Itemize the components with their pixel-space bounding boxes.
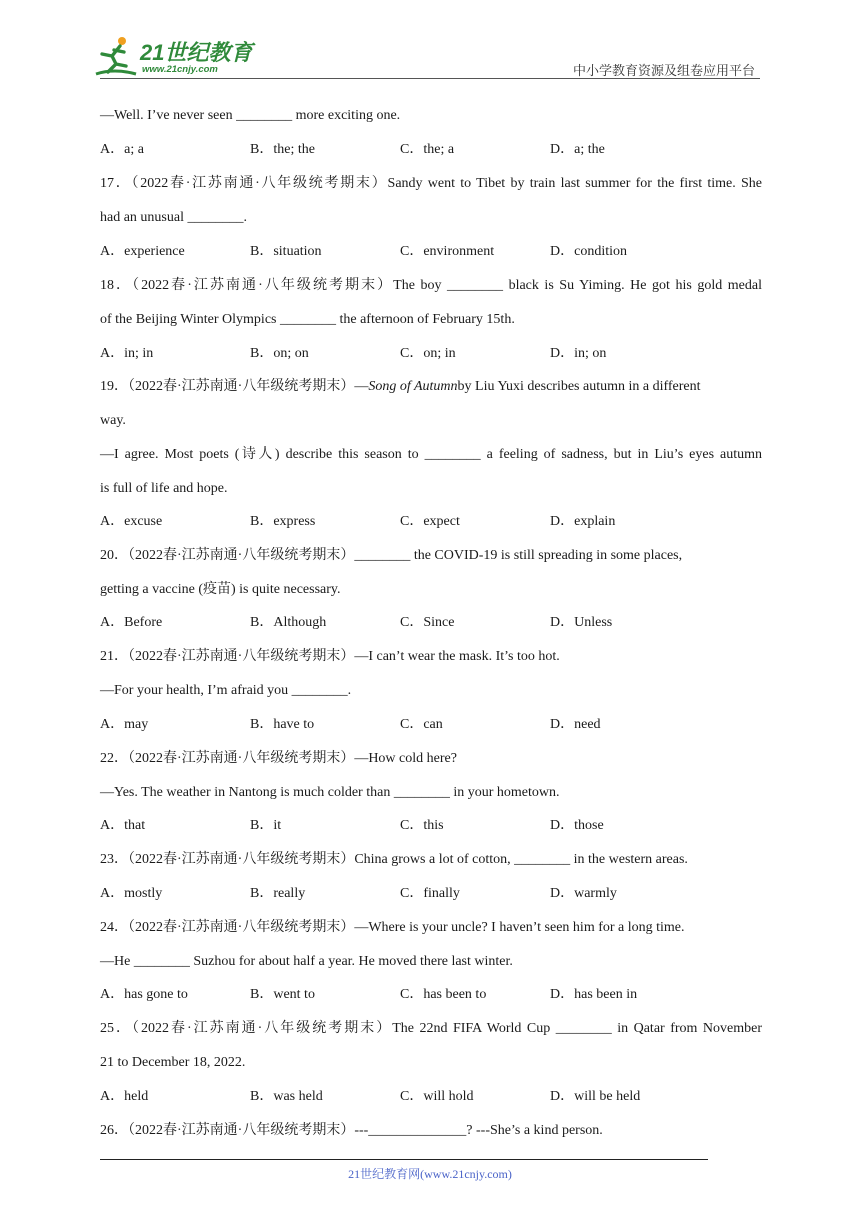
option-a: A．has gone to <box>100 987 188 1002</box>
option-c: C．on; in <box>400 346 456 361</box>
header-divider <box>100 78 760 79</box>
option-a: A．may <box>100 717 149 732</box>
option-d: D．need <box>550 717 601 732</box>
question-21-line: —For your health, I’m afraid you ________. <box>100 683 352 698</box>
option-b: B．on; on <box>250 346 309 361</box>
option-d: D．will be held <box>550 1089 641 1104</box>
question-19-line <box>100 377 762 397</box>
option-c: C．environment <box>400 244 495 259</box>
option-d: D．has been in <box>550 987 638 1002</box>
question-26-line: 26．（2022春·江苏南通·八年级统考期末）---______________? ---She’s a kind person. <box>100 1123 603 1138</box>
footer-divider <box>100 1159 708 1160</box>
option-c: C．has been to <box>400 987 487 1002</box>
question-18-line: 18．（2022春·江苏南通·八年级统考期末）The boy ________ black is Su Yiming. He got his gold medal <box>100 278 762 293</box>
question-17-line: 17．（2022春·江苏南通·八年级统考期末）Sandy went to Tibet by train last summer for the first time. She <box>100 176 762 191</box>
option-a: A．in; in <box>100 346 154 361</box>
option-c: C．finally <box>400 886 460 901</box>
logo-text: 21世纪教育 <box>140 40 253 65</box>
question-25-line: 25．（2022春·江苏南通·八年级统考期末）The 22nd FIFA World Cup ________ in Qatar from November <box>100 1021 762 1036</box>
question-22-line: —Yes. The weather in Nantong is much colder than ________ in your hometown. <box>100 785 560 800</box>
option-b: B．really <box>250 886 306 901</box>
option-d: D．condition <box>550 244 627 259</box>
page-header <box>0 0 860 90</box>
question-21-line: 21．（2022春·江苏南通·八年级统考期末）—I can’t wear the mask. It’s too hot. <box>100 649 560 664</box>
option-a: A．mostly <box>100 886 163 901</box>
option-c: C．can <box>400 717 443 732</box>
question-18-line: of the Beijing Winter Olympics ________ the afternoon of February 15th. <box>100 312 515 327</box>
option-c: C．will hold <box>400 1089 474 1104</box>
option-b: B．have to <box>250 717 315 732</box>
option-a: A．Before <box>100 615 163 630</box>
option-a: A．that <box>100 818 146 833</box>
option-b: B．situation <box>250 244 322 259</box>
logo-url: www.21cnjy.com <box>142 64 218 75</box>
logo <box>92 34 262 80</box>
option-b: B．was held <box>250 1089 323 1104</box>
option-a: A．held <box>100 1089 149 1104</box>
question-24-line: —He ________ Suzhou for about half a year. He moved there last winter. <box>100 954 513 969</box>
question-19-line: way. <box>100 413 126 428</box>
option-d: D．Unless <box>550 615 613 630</box>
question-19-suffix: by Liu Yuxi describes autumn in a different <box>457 379 701 394</box>
option-d: D．explain <box>550 514 616 529</box>
question-24-line: 24．（2022春·江苏南通·八年级统考期末）—Where is your uncle? I haven’t seen him for a long time. <box>100 920 685 935</box>
runner-logo-icon <box>92 34 142 80</box>
option-d: D．in; on <box>550 346 607 361</box>
option-b: B．went to <box>250 987 315 1002</box>
option-b: B．Although <box>250 615 327 630</box>
page-footer: 21世纪教育网(www.21cnjy.com) <box>348 1167 512 1181</box>
question-19-line: is full of life and hope. <box>100 481 228 496</box>
question-19-prefix: 19．（2022春·江苏南通·八年级统考期末）— <box>100 379 369 394</box>
platform-title: 中小学教育资源及组卷应用平台 <box>572 64 755 79</box>
option-a: A．experience <box>100 244 185 259</box>
option-a: A．excuse <box>100 514 163 529</box>
question-23-line: 23．（2022春·江苏南通·八年级统考期末）China grows a lot of cotton, ________ in the western areas. <box>100 852 688 867</box>
option-d: D．a; the <box>550 142 605 157</box>
question-20-line: 20．（2022春·江苏南通·八年级统考期末）________ the COVID-19 is still spreading in some places, <box>100 548 683 563</box>
option-b: B．the; the <box>250 142 315 157</box>
option-b: B．express <box>250 514 316 529</box>
option-c: C．expect <box>400 514 460 529</box>
option-c: C．this <box>400 818 444 833</box>
option-d: D．those <box>550 818 604 833</box>
option-b: B．it <box>250 818 282 833</box>
option-a: A．a; a <box>100 142 144 157</box>
question-17-line: had an unusual ________. <box>100 210 247 225</box>
option-c: C．the; a <box>400 142 455 157</box>
option-c: C．Since <box>400 615 455 630</box>
option-d: D．warmly <box>550 886 617 901</box>
question-22-line: 22．（2022春·江苏南通·八年级统考期末）—How cold here? <box>100 751 457 766</box>
question-line: —Well. I’ve never seen ________ more exciting one. <box>100 108 401 123</box>
question-20-line: getting a vaccine (疫苗) is quite necessary. <box>100 582 341 597</box>
poem-title: Song of Autumn <box>368 379 458 394</box>
question-25-line: 21 to December 18, 2022. <box>100 1055 246 1070</box>
question-19-line: —I agree. Most poets (诗人) describe this season to ________ a feeling of sadness, but in Liu’s eyes autumn <box>100 447 762 462</box>
